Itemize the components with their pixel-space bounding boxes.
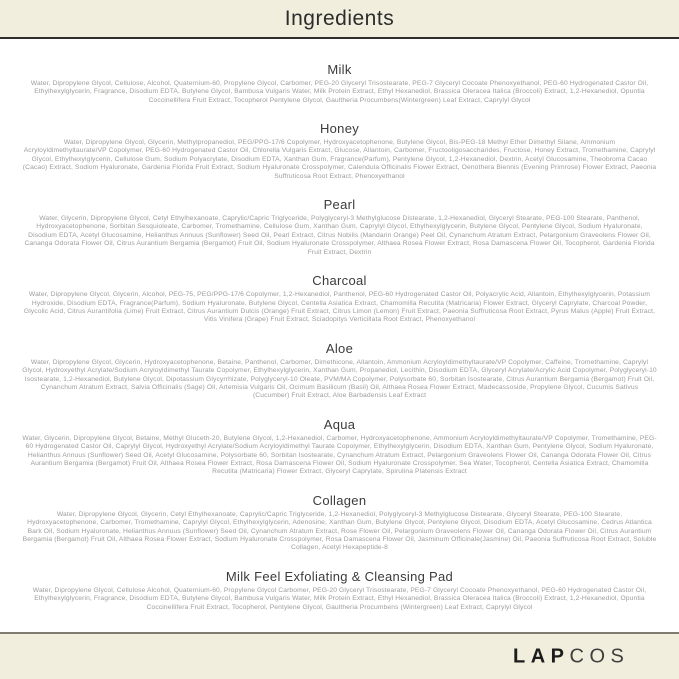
ingredient-list: Water, Dipropylene Glycol, Cellulose, Alcohol, Quaternium-60, Propylene Glycol, Carbomer, PEG-20 Glyceryl Trisostearate, PEG-7 Glyceryl Cocoate Phenoxyethanol, PEG-60 Hydrogenated Castor Oil, Ethylhexylglycerin, Fragrance, Disodium EDTA, Butylene Glycol, Bambusa Vulgaris Water, Milk Protein Extract, Ethyl Hexanediol, Brassica Oleracea Italica (Broccoli) Extract, 1,2-Hexanediol, Opuntia Coccinellifera Fruit Extract, Tocopherol Pentylene Glycol, Gaultheria Procumbens(Wintergreen) Leaf Extract, Caprylyl Glycol: [30, 79, 649, 104]
section-heading: Honey: [319, 121, 360, 136]
section-charcoal: [22, 273, 657, 325]
section-heading: Charcoal: [312, 273, 367, 289]
section-collagen: [22, 493, 657, 553]
section-honey: [22, 121, 657, 181]
section-aloe: [22, 341, 657, 401]
section-heading: Pearl: [323, 197, 356, 213]
section-milk-feel-pad: [22, 569, 657, 612]
section-pearl: [22, 197, 657, 257]
footer-band: [0, 632, 679, 679]
ingredient-list: Water, Glycerin, Dipropylene Glycol, Cetyl Ethylhexanoate, Caprylic/Capric Triglyceride, Polyglyceryl-3 Methylglucose Distearate, 1,2-Hexanediol, Glyceryl Stearate, PEG-100 Stearate, Panthenol, Hydroxyacetophenone, Sorbitan Sesquioleate, Carbomer, Tromethamine, Cellulose Gum, Xanthan Gum, Caprylyl Glycol, Ethylhexylglycerin, Butylene Glycol, Pentylene Glycol, Sodium Hyaluronate, Disodium EDTA, Acetyl Glucosamine, Helianthus Annuus (Sunflower) Seed Oil, Pearl Extract, Citrus Nobilis (Mandarin Orange) Peel Oil, Cynanchum Atratum Extract, Pelargonium Graveolens Flower Oil, Cananga Odorata Flower Oil, Citrus Aurantium Bergamia (Bergamot) Fruit Oil, Sodium Hyaluronate Crosspolymer, Althaea Rosea Flower Extract, Rosa Damascena Flower Oil, Tocopherol, Gardenia Florida Fruit Extract, Dextrin: [24, 215, 655, 256]
section-milk: [22, 62, 657, 105]
section-aqua: [22, 417, 657, 477]
lapcos-logo-light: COS: [569, 645, 630, 667]
ingredient-list: Water, Dipropylene Glycol, Glycerin, Methylpropanediol, PEG/PPG-17/6 Copolymer, Hydroxyacetophenone, Butylene Glycol, Bis-PEG-18 Methyl Ether Dimethyl Silane, Ammonium Acryloyldimethyltaurate/VP Copolymer, PEG-60 Hydrogenated Castor Oil, Chlorella Vulgaris Extract, Glucose, Allantoin, Carbomer, Fructooligosaccharides, Fructose, Honey Extract, Tromethamine, Caprylyl Glycol, Ethylhexylglycerin, Cellulose Gum, Sodium Polyacrylate, Disodium EDTA, Xanthan Gum, Fragrance(Parfum), Pentylene Glycol, 1,2-Hexanediol, Dextrin, Acetyl Glucosamine, Theobroma Cacao (Cacao) Extract, Sodium Hyaluronate, Gardenia Florida Fruit Extract, Sodium Hyaluronate Crosspolymer, Calendula Officinalis Flower Extract, Oenothera Biennis (Evening Primrose) Flower Extract, Paeonia Suffruticosa Root Extract, Phenoxyethanol: [22, 139, 657, 180]
ingredient-list: Water, Dipropylene Glycol, Glycerin, Hydroxyacetophenone, Betaine, Panthenol, Carbomer, Dimethicone, Allantoin, Ammonium Acryloyldimethyltaurate/VP Copolymer, Caffeine, Tromethamine, Caprylyl Glycol, Hydroxyethyl Acrylate/Sodium Acryloyldimethyl Taurate Copolymer, Ethylhexylglycerin, Xanthan Gum, Propanediol, Lecithin, Disodium EDTA, Glyceryl Acrylate/Acrylic Acid Copolymer, Polyglyceryl-10 Isostearate, 1,2-Hexanediol, Butylene Glycol, Dipotassium Glycyrrhizate, Polyglyceryl-10 Oleate, PVM/MA Copolymer, Polysorbate 60, Sorbitan Isostearate, Citrus Aurantium Bergamia (Bergamot) Fruit Oil, Cynanchum Atratum Extract, Salvia Officinalis (Sage) Oil, Artemisia Vulgaris Oil, Ocimum Basilicum (Basil) Oil, Althaea Rosea Flower Extract, Madecassoside, Propylene Glycol, Cucumis Sativus (Cucumber) Fruit Extract, Aloe Barbadensis Leaf Extract: [22, 358, 657, 400]
section-heading: Milk Feel Exfoliating & Cleansing Pad: [225, 568, 454, 584]
ingredient-list: Water, Dipropylene Glycol, Glycerin, Cetyl Ethylhexanoate, Caprylic/Capric Triglyceride, 1,2-Hexanediol, Polyglyceryl-3 Methylglucose Distearate, Glyceryl Stearate, PEG-100 Stearate, Hydroxyacetophenone, Carbomer, Tromethamine, Caprylyl Glycol, Ethylhexylglycerin, Adenosine, Xanthan Gum, Butylene Glycol, Pentylene Glycol, Disodium EDTA, Acetyl Glucosamine, Cedrus Atlantica Bark Oil, Sodium Hyaluronate, Helianthus Annuus (Sunflower) Seed Oil, Cynanchum Atratum Extract, Rose Flower Oil, Pelargonium Graveolens Flower Oil, Cananga Odorata Flower Oil, Citrus Aurantium Bergamia (Bergamot) Fruit Oil, Althaea Rosea Flower Extract, Sodium Hyaluronate Crosspolymer, Rosa Damascena Flower Oil, Jasminum Officinale(Jasmine) Oil, Paeonia Suffruticosa Root Extract, Soluble Collagen, Acetyl Hexapeptide-8: [22, 510, 657, 552]
ingredients-content: [0, 39, 679, 632]
lapcos-logo: [513, 645, 629, 668]
section-heading: Milk: [327, 61, 352, 77]
section-heading: Aloe: [325, 340, 354, 356]
page-title: Ingredients: [284, 6, 395, 30]
ingredient-list: Water, Dipropylene Glycol, Glycerin, Alcohol, PEG-75, PEG/PPG-17/6 Copolymer, 1,2-Hexanediol, Panthenol, PEG-60 Hydrogenated Castor Oil, Polyacrylic Acid, Allantoin, Ethylhexylglycerin, Potassium Hydroxide, Disodium EDTA, Fragrance(Parfum), Sodium Hyaluronate, Butylene Glycol, Centella Asiatica Extract, Chamomilla Recutita (Matricaria) Flower Extract, Glyceryl Caprylate, Charcoal Powder, Glycolic Acid, Citrus Aurantifolia (Lime) Fruit Extract, Citrus Aurantium Dulcis (Orange) Fruit Extract, Citrus Limon (Lemon) Fruit Extract, Paeonia Suffruticosa Root Extract, Pyrus Malus (Apple) Fruit Extract, Vitis Vinifera (Grape) Fruit Extract, Sciadopitys Verticillata Root Extract, Phenoxyethanol: [23, 291, 656, 324]
ingredient-list: Water, Dipropylene Glycol, Cellulose Alcohol, Quaternium-60, Propylene Glycol Carbomer, PEG-20 Glyceryl Trisostearate, PEG-7 Glyceryl Cocoate Phenoxyethanol, PEG-60 Hydrogenated Castor Oil, Ethylhexylglycerin, Fragrance, Disodium EDTA, Butylene Glycol, Bambusa Vulgaris Water, Milk Protein Extract, Ethyl Hexanediol, Brassica Oleracea Italica (Broccoli) Extract, 1,2-Hexanediol, Opuntia Coccinellifera Fruit Extract, Tocopherol, Pentylene Glycol, Gaultheria Procumbens (Wintergreen) Leaf Extract, Caprylyl Glycol: [32, 586, 647, 611]
lapcos-logo-bold: LAP: [513, 645, 570, 667]
header-band: [0, 0, 679, 39]
ingredient-list: Water, Glycerin, Dipropylene Glycol, Betaine, Methyl Gluceth-20, Butylene Glycol, 1,2-Hexanediol, Carbomer, Hydroxyacetophenone, Ammonium Acryloyldimethyltaurate/VP Copolymer, Tromethamine, PEG-60 Hydrogenated Castor Oil, Caprylyl Glycol, Hydroxyethyl Acrylate/Sodium Acryloyldimethyl Taurate Copolymer, Ethylhexylglycerin, Disodium EDTA, Xanthan Gum, Pentylene Glycol, Sodium Hyaluronate, Helianthus Annuus (Sunflower) Seed Oil, Acetyl Glucosamine, Polysorbate 60, Sorbitan Isostearate, Cynanchum Atratum Extract, Pelargonium Graveolens Flower Oil, Cananga Odorata Flower Oil, Citrus Aurantium Bergamia (Bergamot) Fruit Oil, Althaea Rosea Flower Extract, Rosa Damascena Flower Oil, Sodium Hyaluronate Crosspolymer, Sea Water, Tocopherol, Centella Asiatica Extract, Chamomilla Recutita (Matricaria) Flower Extract, Glyceryl Caprylate, Spirulina Platensis Extract: [22, 434, 657, 476]
section-heading: Aqua: [323, 416, 356, 432]
section-heading: Collagen: [312, 492, 367, 508]
